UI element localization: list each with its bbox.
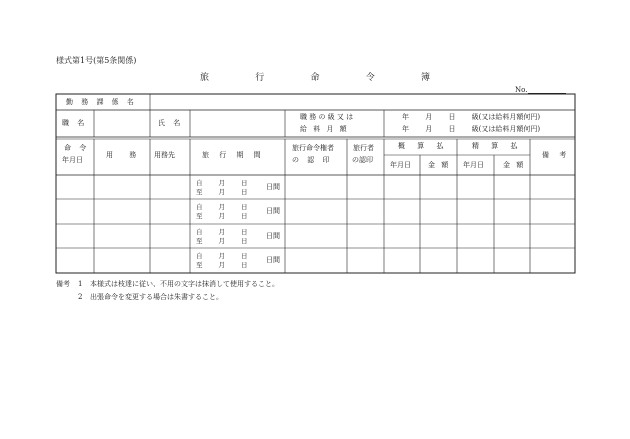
days-label: 日間 <box>266 183 280 191</box>
title-char: 命 <box>310 73 320 83</box>
shokumei-label: 職 名 <box>62 119 88 127</box>
note-text: 出張命令を変更する場合は朱書すること。 <box>90 293 223 301</box>
to-label: 至 <box>196 261 203 269</box>
month-label: 月 <box>218 212 225 220</box>
col-biko: 備 考 <box>542 151 567 159</box>
month-label: 月 <box>218 203 225 211</box>
from-label: 自 <box>196 228 203 236</box>
col-kikan: 旅 行 期 間 <box>202 151 261 159</box>
days-label: 日間 <box>266 256 280 264</box>
rank-label-line2: 給 料 月 額 <box>300 125 349 133</box>
rank-value-line1: 年 月 日 級(又は給料月額何円) <box>402 113 541 121</box>
from-label: 自 <box>196 203 203 211</box>
rank-value-line2: 年 月 日 級(又は給料月額何円) <box>402 125 541 133</box>
col-youmusaki: 用務先 <box>154 151 175 159</box>
col-seisan-amount: 金 額 <box>503 161 524 169</box>
title-char: 簿 <box>420 73 430 83</box>
col-gaisan: 概 算 払 <box>398 142 444 150</box>
month-label: 月 <box>218 252 225 260</box>
days-label: 日間 <box>266 232 280 240</box>
note-number: 2 <box>78 293 83 301</box>
note-text: 本様式は枝達に従い、不用の文字は抹消して使用すること。 <box>90 280 279 288</box>
day-label: 日 <box>241 228 248 236</box>
month-label: 月 <box>218 228 225 236</box>
col-ryokousha-line1: 旅行者 <box>353 144 374 152</box>
trip-period-cell <box>196 252 248 270</box>
trip-period-cell <box>196 179 248 197</box>
from-label: 自 <box>196 252 203 260</box>
title-char: 行 <box>255 73 265 83</box>
number-label: No. <box>515 86 528 94</box>
day-label: 日 <box>241 203 248 211</box>
col-ninsha-line1: 旅行命令権者 <box>292 144 334 152</box>
shimei-label: 氏 名 <box>158 119 184 127</box>
col-ninsha-line2: の 認 印 <box>292 156 330 164</box>
month-label: 月 <box>218 261 225 269</box>
to-label: 至 <box>196 237 203 245</box>
note-number: 1 <box>78 280 83 288</box>
col-gaisan-amount: 金 額 <box>428 161 449 169</box>
trip-period-cell <box>196 203 248 221</box>
day-label: 日 <box>241 212 248 220</box>
month-label: 月 <box>218 188 225 196</box>
col-seisan: 精 算 払 <box>472 142 518 150</box>
col-ryokousha-line2: の認印 <box>352 156 373 164</box>
from-label: 自 <box>196 179 203 187</box>
to-label: 至 <box>196 188 203 196</box>
to-label: 至 <box>196 212 203 220</box>
month-label: 月 <box>218 179 225 187</box>
title-char: 令 <box>365 73 375 83</box>
col-meirei-line2: 年月日 <box>62 156 83 164</box>
col-meirei-line1: 命 令 <box>64 144 90 152</box>
day-label: 日 <box>241 188 248 196</box>
days-label: 日間 <box>266 207 280 215</box>
col-gaisan-date: 年月日 <box>390 161 411 169</box>
notes-label: 備考 <box>56 280 70 288</box>
rank-label-line1: 職 務 の 級 又 は <box>300 113 354 121</box>
form-number-label: 様式第1号(第5条関係) <box>56 56 137 65</box>
dept-label: 勤 務 課 係 名 <box>66 98 137 106</box>
trip-period-cell <box>196 228 248 246</box>
day-label: 日 <box>241 179 248 187</box>
month-label: 月 <box>218 237 225 245</box>
col-youmu: 用 務 <box>106 151 137 159</box>
day-label: 日 <box>241 261 248 269</box>
col-seisan-date: 年月日 <box>463 161 484 169</box>
notes-section <box>56 278 279 304</box>
day-label: 日 <box>241 237 248 245</box>
day-label: 日 <box>241 252 248 260</box>
title-char: 旅 <box>200 73 210 83</box>
